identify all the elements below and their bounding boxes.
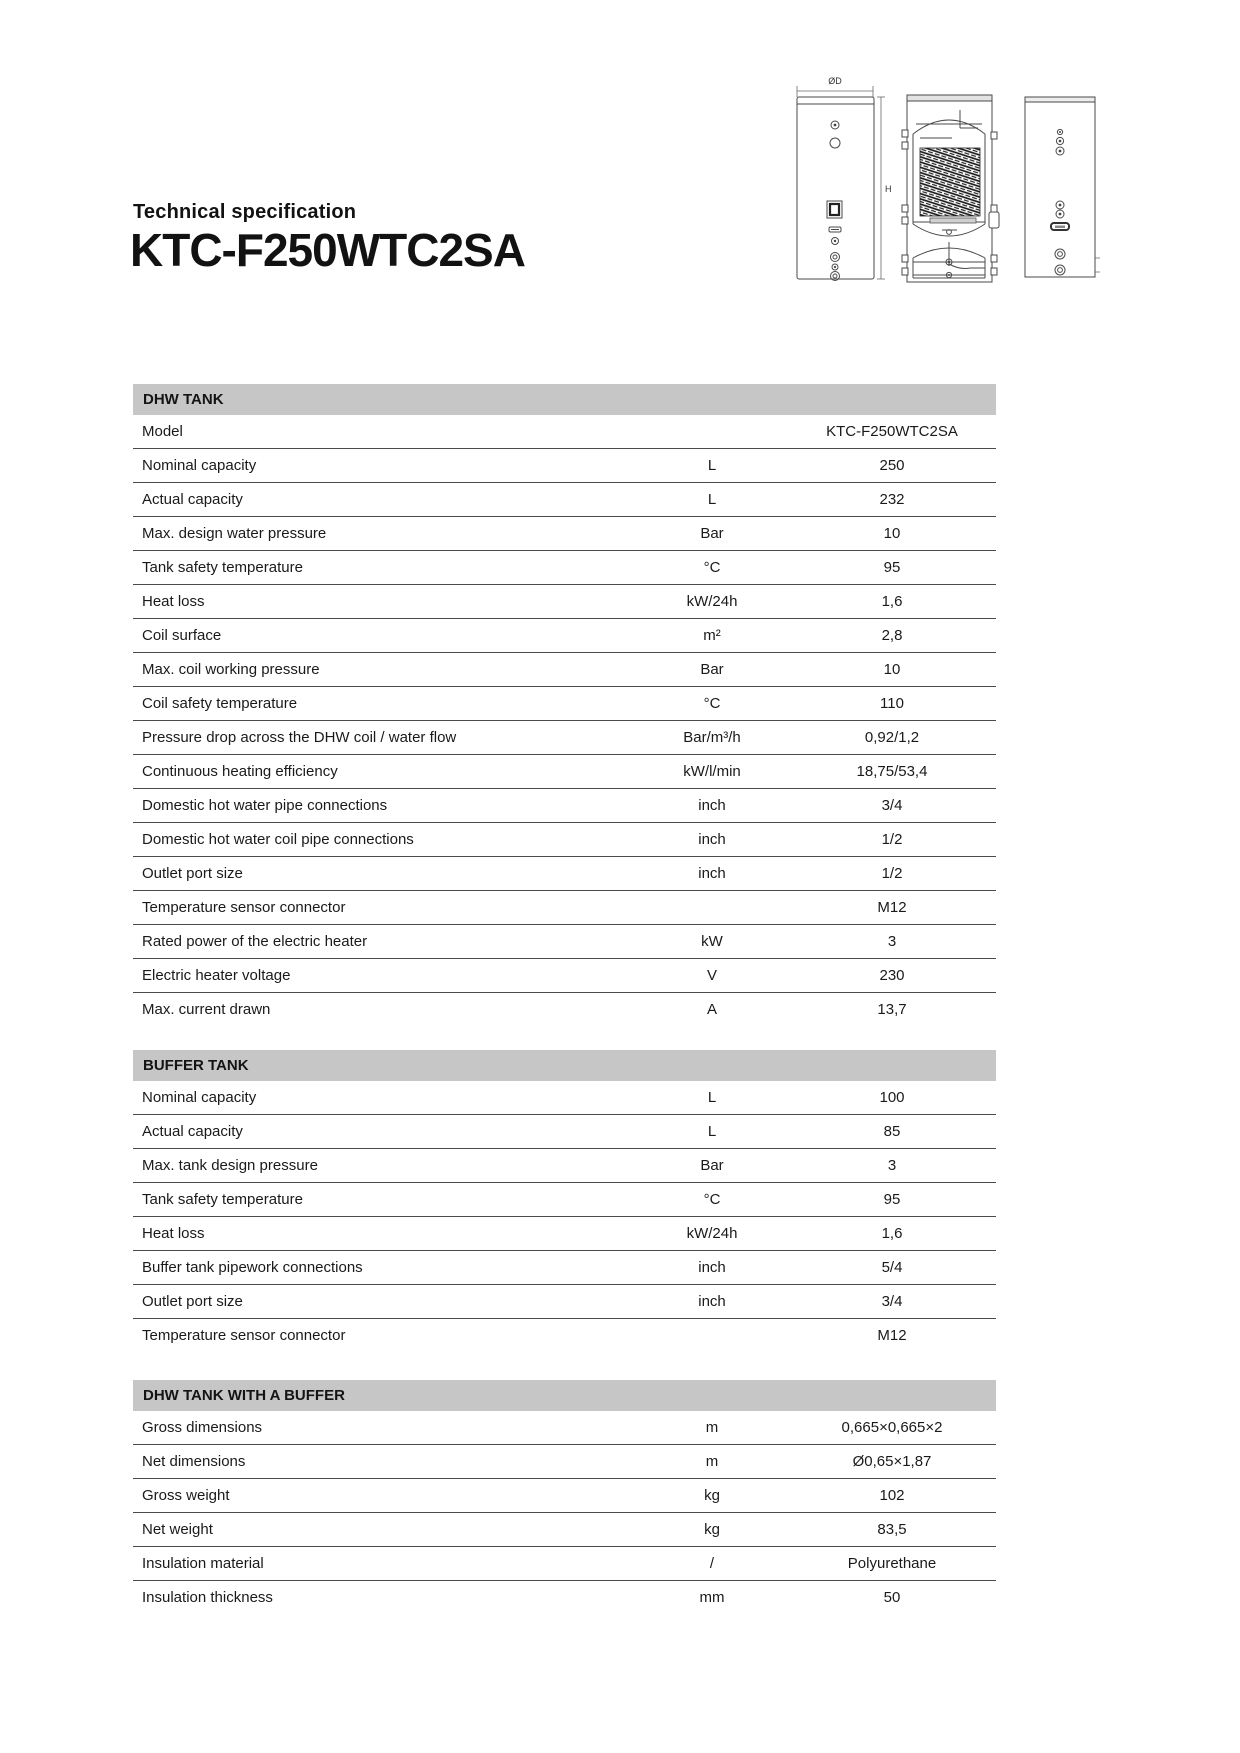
front-view-drawing bbox=[797, 76, 892, 281]
section-header: DHW TANK bbox=[133, 384, 996, 415]
spec-label: Outlet port size bbox=[142, 865, 243, 882]
spec-row bbox=[133, 1183, 996, 1217]
spec-label: Max. tank design pressure bbox=[142, 1157, 318, 1174]
spec-value: 95 bbox=[883, 1191, 901, 1208]
spec-unit: kW/l/min bbox=[683, 763, 741, 780]
spec-value: 2,8 bbox=[881, 627, 903, 644]
spec-label: Max. design water pressure bbox=[142, 525, 327, 542]
spec-value: 1,6 bbox=[881, 593, 903, 610]
spec-row bbox=[133, 755, 996, 789]
spec-row bbox=[133, 959, 996, 993]
spec-unit: A bbox=[706, 1001, 717, 1018]
spec-tables bbox=[133, 384, 996, 1614]
spec-row bbox=[133, 823, 996, 857]
spec-value: 18,75/53,4 bbox=[856, 763, 928, 780]
table-section bbox=[133, 1380, 996, 1614]
spec-value: 1,6 bbox=[881, 1225, 903, 1242]
spec-value: M12 bbox=[877, 1327, 907, 1344]
spec-value: Ø0,65×1,87 bbox=[852, 1453, 932, 1470]
spec-value: M12 bbox=[877, 899, 907, 916]
page-title: KTC-F250WTC2SA bbox=[130, 224, 525, 276]
spec-value: 102 bbox=[879, 1487, 905, 1504]
spec-unit: inch bbox=[698, 797, 726, 814]
spec-row bbox=[133, 1149, 996, 1183]
spec-row bbox=[133, 721, 996, 755]
spec-label: Net weight bbox=[142, 1521, 213, 1538]
spec-unit: m² bbox=[703, 627, 721, 644]
spec-row bbox=[133, 1285, 996, 1319]
spec-row bbox=[133, 1581, 996, 1614]
spec-unit: inch bbox=[698, 865, 726, 882]
spec-row bbox=[133, 653, 996, 687]
spec-label: Nominal capacity bbox=[142, 1089, 257, 1106]
spec-unit: °C bbox=[703, 695, 721, 712]
spec-value: 50 bbox=[883, 1589, 901, 1606]
spec-label: Max. coil working pressure bbox=[142, 661, 320, 678]
spec-row bbox=[133, 1251, 996, 1285]
spec-row bbox=[133, 415, 996, 449]
spec-label: Coil surface bbox=[142, 627, 222, 644]
spec-label: Pressure drop across the DHW coil / water flow bbox=[142, 729, 457, 746]
spec-unit: m bbox=[705, 1419, 719, 1436]
spec-label: Actual capacity bbox=[142, 491, 243, 508]
spec-unit: inch bbox=[698, 831, 726, 848]
spec-unit: / bbox=[709, 1555, 715, 1572]
spec-unit: Bar bbox=[700, 1157, 724, 1174]
spec-row bbox=[133, 619, 996, 653]
spec-unit: kW bbox=[701, 933, 723, 950]
spec-unit: Bar bbox=[700, 661, 724, 678]
dim-height-label: H bbox=[885, 184, 892, 194]
spec-label: Gross weight bbox=[142, 1487, 230, 1504]
spec-row bbox=[133, 789, 996, 823]
spec-label: Domestic hot water pipe connections bbox=[142, 797, 388, 814]
spec-label: Tank safety temperature bbox=[142, 559, 303, 576]
spec-value: 232 bbox=[879, 491, 905, 508]
spec-row bbox=[133, 1319, 996, 1352]
spec-value: Polyurethane bbox=[847, 1555, 937, 1572]
spec-value: 95 bbox=[883, 559, 901, 576]
spec-label: Heat loss bbox=[142, 1225, 205, 1242]
spec-row bbox=[133, 449, 996, 483]
spec-unit: kg bbox=[704, 1521, 720, 1538]
spec-value: 83,5 bbox=[877, 1521, 907, 1538]
spec-unit: kg bbox=[704, 1487, 720, 1504]
spec-row bbox=[133, 1115, 996, 1149]
spec-value: 10 bbox=[883, 661, 901, 678]
spec-row bbox=[133, 585, 996, 619]
spec-unit: m bbox=[705, 1453, 719, 1470]
spec-value: 85 bbox=[883, 1123, 901, 1140]
spec-value: 3/4 bbox=[881, 797, 903, 814]
spec-label: Rated power of the electric heater bbox=[142, 933, 368, 950]
table-section bbox=[133, 1050, 996, 1352]
spec-unit: °C bbox=[703, 1191, 721, 1208]
spec-unit: inch bbox=[698, 1259, 726, 1276]
spec-row bbox=[133, 857, 996, 891]
spec-row bbox=[133, 1081, 996, 1115]
spec-value: 3 bbox=[887, 933, 897, 950]
spec-label: Actual capacity bbox=[142, 1123, 243, 1140]
spec-label: Heat loss bbox=[142, 593, 205, 610]
tank-drawings-svg bbox=[792, 72, 1112, 290]
spec-row bbox=[133, 483, 996, 517]
spec-value: 10 bbox=[883, 525, 901, 542]
spec-value: 1/2 bbox=[881, 831, 903, 848]
spec-value: 230 bbox=[879, 967, 905, 984]
spec-row bbox=[133, 687, 996, 721]
spec-unit: L bbox=[707, 457, 717, 474]
spec-value: 3/4 bbox=[881, 1293, 903, 1310]
spec-value: 100 bbox=[879, 1089, 905, 1106]
spec-row bbox=[133, 1217, 996, 1251]
spec-unit: L bbox=[707, 1123, 717, 1140]
spec-label: Electric heater voltage bbox=[142, 967, 291, 984]
rear-view-drawing bbox=[1025, 97, 1100, 277]
spec-label: Tank safety temperature bbox=[142, 1191, 303, 1208]
spec-value: 250 bbox=[879, 457, 905, 474]
spec-row bbox=[133, 517, 996, 551]
spec-label: Model bbox=[142, 423, 183, 440]
spec-label: Buffer tank pipework connections bbox=[142, 1259, 363, 1276]
section-header: DHW TANK WITH A BUFFER bbox=[133, 1380, 996, 1411]
spec-unit: Bar bbox=[700, 525, 724, 542]
spec-label: Temperature sensor connector bbox=[142, 1327, 346, 1344]
spec-row bbox=[133, 993, 996, 1026]
page-subtitle: Technical specification bbox=[133, 201, 357, 223]
spec-row bbox=[133, 1411, 996, 1445]
spec-unit: kW/24h bbox=[686, 593, 738, 610]
spec-unit: L bbox=[707, 491, 717, 508]
spec-value: 0,665×0,665×2 bbox=[841, 1419, 943, 1436]
spec-label: Continuous heating efficiency bbox=[142, 763, 338, 780]
spec-value: 110 bbox=[880, 695, 904, 712]
spec-row bbox=[133, 1479, 996, 1513]
spec-value: 13,7 bbox=[877, 1001, 907, 1018]
spec-unit: L bbox=[707, 1089, 717, 1106]
spec-label: Outlet port size bbox=[142, 1293, 243, 1310]
spec-label: Gross dimensions bbox=[142, 1419, 263, 1436]
spec-value: KTC-F250WTC2SA bbox=[826, 423, 958, 440]
spec-label: Insulation thickness bbox=[142, 1589, 273, 1606]
table-section bbox=[133, 384, 996, 1026]
spec-unit: kW/24h bbox=[686, 1225, 738, 1242]
spec-value: 0,92/1,2 bbox=[864, 729, 920, 746]
dim-diameter-label: ØD bbox=[828, 76, 842, 86]
spec-value: 5/4 bbox=[881, 1259, 903, 1276]
spec-value: 1/2 bbox=[881, 865, 903, 882]
spec-unit: mm bbox=[699, 1589, 725, 1606]
section-header: BUFFER TANK bbox=[133, 1050, 996, 1081]
spec-unit: °C bbox=[703, 559, 721, 576]
spec-unit: Bar/m³/h bbox=[683, 729, 741, 746]
tank-technical-drawings bbox=[792, 72, 1112, 290]
spec-row bbox=[133, 551, 996, 585]
spec-label: Nominal capacity bbox=[142, 457, 257, 474]
spec-row bbox=[133, 925, 996, 959]
spec-row bbox=[133, 1513, 996, 1547]
spec-label: Domestic hot water coil pipe connections bbox=[142, 831, 414, 848]
spec-row bbox=[133, 891, 996, 925]
spec-label: Max. current drawn bbox=[142, 1001, 271, 1018]
spec-label: Insulation material bbox=[142, 1555, 264, 1572]
spec-row bbox=[133, 1445, 996, 1479]
spec-label: Temperature sensor connector bbox=[142, 899, 346, 916]
spec-value: 3 bbox=[887, 1157, 897, 1174]
spec-unit: V bbox=[706, 967, 717, 984]
spec-label: Coil safety temperature bbox=[142, 695, 298, 712]
section-view-drawing bbox=[902, 95, 999, 282]
spec-label: Net dimensions bbox=[142, 1453, 246, 1470]
spec-row bbox=[133, 1547, 996, 1581]
spec-unit: inch bbox=[698, 1293, 726, 1310]
